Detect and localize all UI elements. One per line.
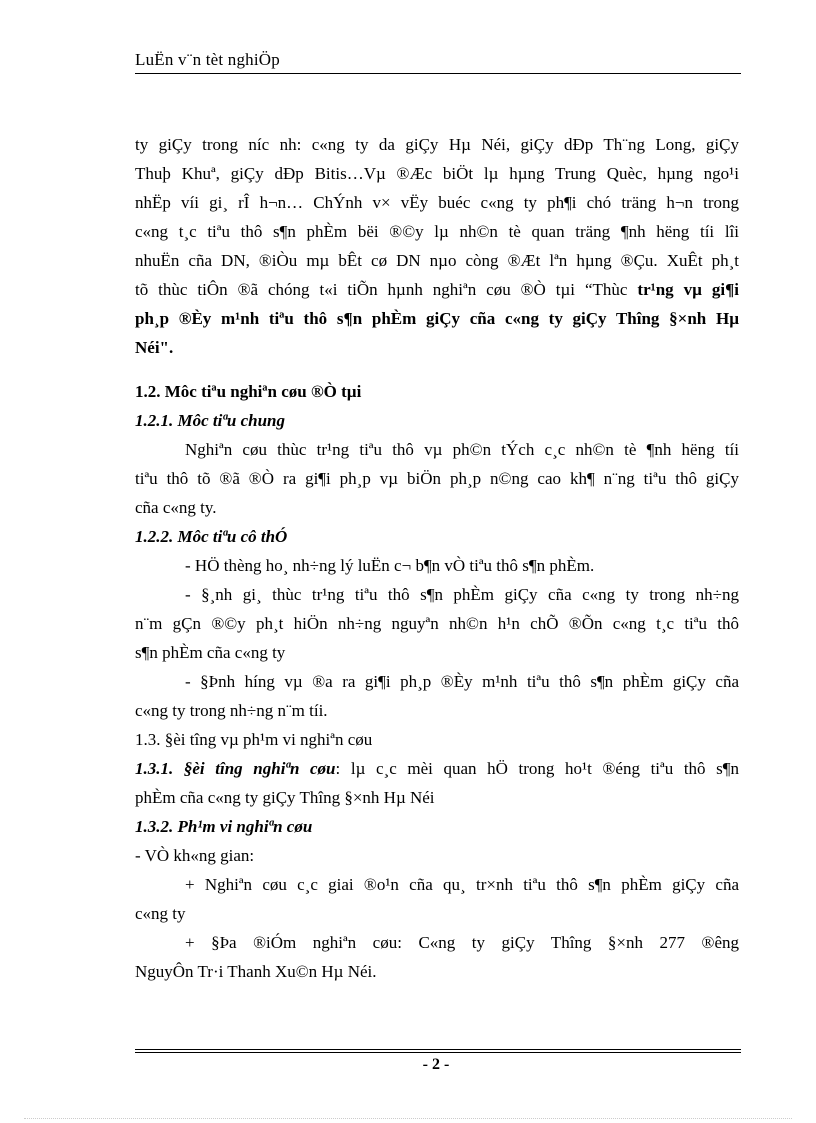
body-line: nhËp víi gi¸ rÎ h¬n… ChÝnh v× vËy buéc c«ng ty ph¶i chó träng h¬n trong [135,193,739,212]
body-line: tiªu thô tõ ®ã ®Ò ra gi¶i ph¸p vµ biÖn ph¸p n©ng cao kh¶ n¨ng tiªu thô giÇy [135,469,739,488]
body-line: ty giÇy trong níc nh: c«ng ty da giÇy Hµ Néi, giÇy dÐp Th¨ng Long, giÇy [135,135,739,154]
page-edge-divider [24,1118,792,1119]
body-text-run: tõ thùc tiÔn ®ã chóng t«i tiÕn hµnh nghiªn cøu ®Ò tµi “Thùc [135,280,628,299]
list-item: - §Þnh híng vµ ®a ra gi¶i ph¸p ®Èy m¹nh tiªu thô s¶n phÈm giÇy cña [185,672,739,691]
body-line: - VÒ kh«ng gian: [135,846,255,865]
footer-rule [135,1049,741,1050]
body-line: phÈm cña c«ng ty giÇy Thîng §×nh Hµ Néi [135,788,435,807]
body-line: NguyÔn Tr·i Thanh Xu©n Hµ Néi. [135,962,377,981]
footer-rule [135,1052,741,1053]
body-line: c«ng ty [135,904,186,923]
running-header-title: LuËn v¨n tèt nghiÖp [135,50,280,69]
body-line: Thuþ Khuª, giÇy dÐp Bitis…Vµ ®Æc biÖt lµ hµng Trung Quèc, hµng ngo¹i [135,164,739,183]
body-line: n¨m gÇn ®©y ph¸t hiÖn nh÷ng nguyªn nh©n h¹n chÕ ®Õn c«ng t¸c tiªu thô [135,614,739,633]
project-title-run: tr¹ng vµ gi¶i [627,280,739,299]
header-rule [135,73,741,74]
section-heading-1-3: 1.3. §èi tîng vµ ph¹m vi nghiªn cøu [135,730,373,749]
body-line: c«ng ty trong nh÷ng n¨m tíi. [135,701,328,720]
body-line: Nghiªn cøu thùc tr¹ng tiªu thô vµ ph©n tÝch c¸c nh©n tè ¶nh hëng tíi [185,440,739,459]
page-number: - 2 - [422,1056,450,1073]
body-line: nhuËn cña DN, ®iÒu mµ bÊt cø DN nµo còng ®Æt lªn hµng ®Çu. XuÊt ph¸t [135,251,739,270]
list-item: - §¸nh gi¸ thùc tr¹ng tiªu thô s¶n phÈm giÇy cña c«ng ty trong nh÷ng [185,585,739,604]
list-item: + §Þa ®iÓm nghiªn cøu: C«ng ty giÇy Thîng §×nh 277 ®êng [185,933,739,952]
section-heading-1-2: 1.2. Môc tiªu nghiªn cøu ®Ò tµi [135,382,362,401]
subheading-1-2-1: 1.2.1. Môc tiªu chung [135,411,285,430]
list-item: - HÖ thèng ho¸ nh÷ng lý luËn c¬ b¶n vÒ tiªu thô s¶n phÈm. [185,556,595,575]
subheading-1-3-1-line [135,758,739,780]
body-line: s¶n phÈm cña c«ng ty [135,643,286,662]
project-title-line-end: Néi". [135,338,174,357]
subheading-1-2-2: 1.2.2. Môc tiªu cô thÓ [135,527,288,546]
body-line: c«ng t¸c tiªu thô s¶n phÈm bëi ®©y lµ nh©n tè quan träng ¶nh hëng tíi lîi [135,222,739,241]
body-line: cña c«ng ty. [135,498,217,517]
subheading-1-3-1: 1.3.1. §èi tîng nghiªn cøu [135,759,336,778]
body-line-mixed [135,279,739,301]
project-title-line: ph¸p ®Èy m¹nh tiªu thô s¶n phÈm giÇy cña c«ng ty giÇy Thîng §×nh Hµ [135,309,739,328]
body-text-run: : lµ c¸c mèi quan hÖ trong ho¹t ®éng tiªu thô s¶n [335,759,739,778]
subheading-1-3-2: 1.3.2. Ph¹m vi nghiªn cøu [135,817,313,836]
list-item: + Nghiªn cøu c¸c giai ®o¹n cña qu¸ tr×nh tiªu thô s¶n phÈm giÇy cña [185,875,739,894]
